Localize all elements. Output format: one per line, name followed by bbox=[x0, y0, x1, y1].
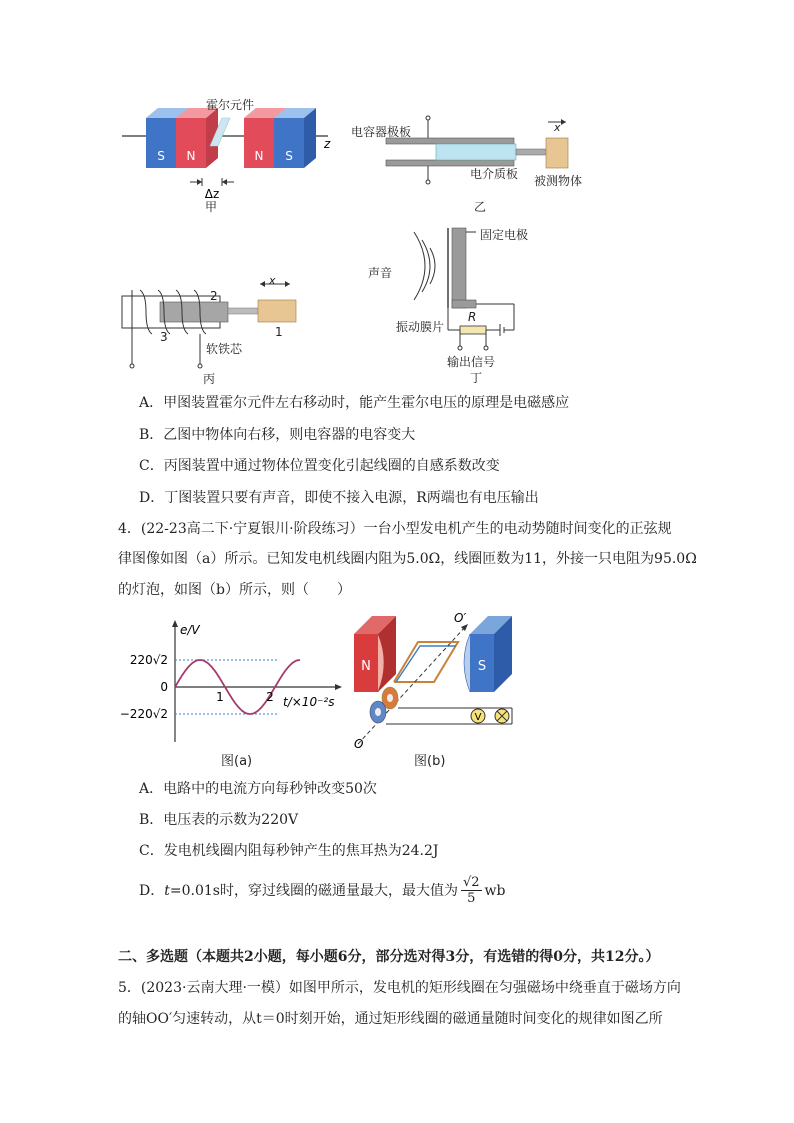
dielectric-plate bbox=[436, 144, 516, 160]
q3-option-d: D．丁图装置只要有声音，即使不接入电源，R两端也有电压输出 bbox=[139, 490, 539, 506]
q4-line3: 的灯泡，如图（b）所示，则（ ） bbox=[118, 582, 351, 598]
q4-option-d-prefix: D． bbox=[139, 882, 165, 899]
figure-b-generator bbox=[350, 612, 530, 752]
z-axis-label: z bbox=[324, 137, 331, 151]
magnet-right-s: S bbox=[285, 149, 293, 163]
fixed-electrode bbox=[452, 228, 466, 308]
section-2-heading: 二、多选题（本题共2小题，每小题6分，部分选对得3分，有选错的得0分，共12分。） bbox=[118, 949, 660, 965]
bing-x-label: x bbox=[269, 274, 276, 287]
bing-num1: 1 bbox=[275, 325, 283, 339]
caption-b: 图(b) bbox=[414, 754, 446, 769]
voltmeter-v: V bbox=[474, 712, 482, 723]
object-label: 被测物体 bbox=[534, 174, 583, 188]
q3-option-a: A．甲图装置霍尔元件左右移动时，能产生霍尔电压的原理是电磁感应 bbox=[139, 395, 570, 411]
bing-num2: 2 bbox=[210, 289, 218, 303]
sound-label: 声音 bbox=[368, 266, 393, 280]
q4-option-b: B．电压表的示数为220V bbox=[139, 812, 299, 828]
r-label: R bbox=[468, 310, 477, 324]
dielectric-label: 电介质板 bbox=[470, 167, 519, 181]
axis-o: O bbox=[354, 737, 364, 751]
q4-option-d-unit: wb bbox=[484, 882, 506, 899]
caption-ding: 丁 bbox=[470, 371, 483, 385]
q4-line1: 4．(22-23高二下·宁夏银川·阶段练习）一台小型发电机产生的电动势随时间变化的正弦规 bbox=[118, 521, 672, 537]
q4-line2: 律图像如图（a）所示。已知发电机线圈内阻为5.0Ω，线圈匝数为11，外接一只电阻为95.0Ω bbox=[118, 551, 697, 567]
caption-jia: 甲 bbox=[205, 200, 218, 214]
y-top-tick: 220√2 bbox=[129, 653, 168, 667]
membrane-label: 振动膜片 bbox=[396, 320, 445, 334]
x-tick-2: 2 bbox=[266, 690, 274, 704]
resistor-r bbox=[460, 326, 486, 334]
y-bottom-tick: −220√2 bbox=[119, 707, 168, 721]
magnet-n: N bbox=[361, 659, 371, 674]
measured-object bbox=[546, 138, 568, 168]
q4-option-c: C．发电机线圈内阻每秒钟产生的焦耳热为24.2J bbox=[139, 843, 439, 859]
figure-jia bbox=[118, 96, 338, 216]
x-label: t/×10⁻²s bbox=[283, 695, 335, 709]
q3-option-c: C．丙图装置中通过物体位置变化引起线圈的自感系数改变 bbox=[139, 458, 500, 474]
caption-yi: 乙 bbox=[474, 200, 487, 214]
q4-option-d-text: =0.01s时，穿过线圈的磁通量最大，最大值为 bbox=[169, 882, 458, 899]
soft-iron-core bbox=[160, 302, 228, 322]
y-zero-tick: 0 bbox=[160, 680, 168, 694]
q3-option-b: B．乙图中物体向右移，则电容器的电容变大 bbox=[139, 427, 416, 443]
q5-line1: 5．(2023·云南大理·一模）如图甲所示，发电机的矩形线圈在匀强磁场中绕垂直于磁场方向 bbox=[118, 980, 681, 996]
output-label: 输出信号 bbox=[447, 355, 496, 369]
electrode-label: 固定电极 bbox=[480, 228, 529, 242]
magnet-left-s: S bbox=[157, 149, 165, 163]
magnet-left-n: N bbox=[186, 149, 196, 163]
magnet-right-n: N bbox=[254, 149, 264, 163]
y-label: e/V bbox=[180, 623, 200, 637]
fraction bbox=[461, 875, 482, 906]
q4-option-a: A．电路中的电流方向每秒钟改变50次 bbox=[139, 781, 377, 797]
bing-num3: 3 bbox=[160, 330, 168, 344]
figure-a-sine-graph bbox=[118, 618, 343, 748]
plate-label: 电容器极板 bbox=[351, 125, 412, 139]
magnet-s: S bbox=[477, 659, 487, 674]
fraction-numerator: √2 bbox=[462, 875, 480, 890]
dz-label: Δz bbox=[204, 187, 220, 201]
q4-option-d-t: t bbox=[164, 882, 170, 899]
fraction-denominator: 5 bbox=[467, 891, 476, 906]
hall-label: 霍尔元件 bbox=[206, 98, 255, 112]
core-label: 软铁芯 bbox=[206, 342, 243, 356]
caption-bing: 丙 bbox=[203, 372, 216, 386]
axis-o-prime: O′ bbox=[454, 612, 467, 625]
q4-option-d bbox=[139, 875, 505, 906]
q5-line2: 的轴OO′匀速转动，从t＝0时刻开始，通过矩形线圈的磁通量随时间变化的规律如图乙所 bbox=[118, 1011, 663, 1027]
figure-ding bbox=[396, 222, 529, 370]
caption-a: 图(a) bbox=[221, 754, 253, 769]
yi-x-label: x bbox=[554, 121, 561, 134]
x-tick-1: 1 bbox=[216, 690, 224, 704]
